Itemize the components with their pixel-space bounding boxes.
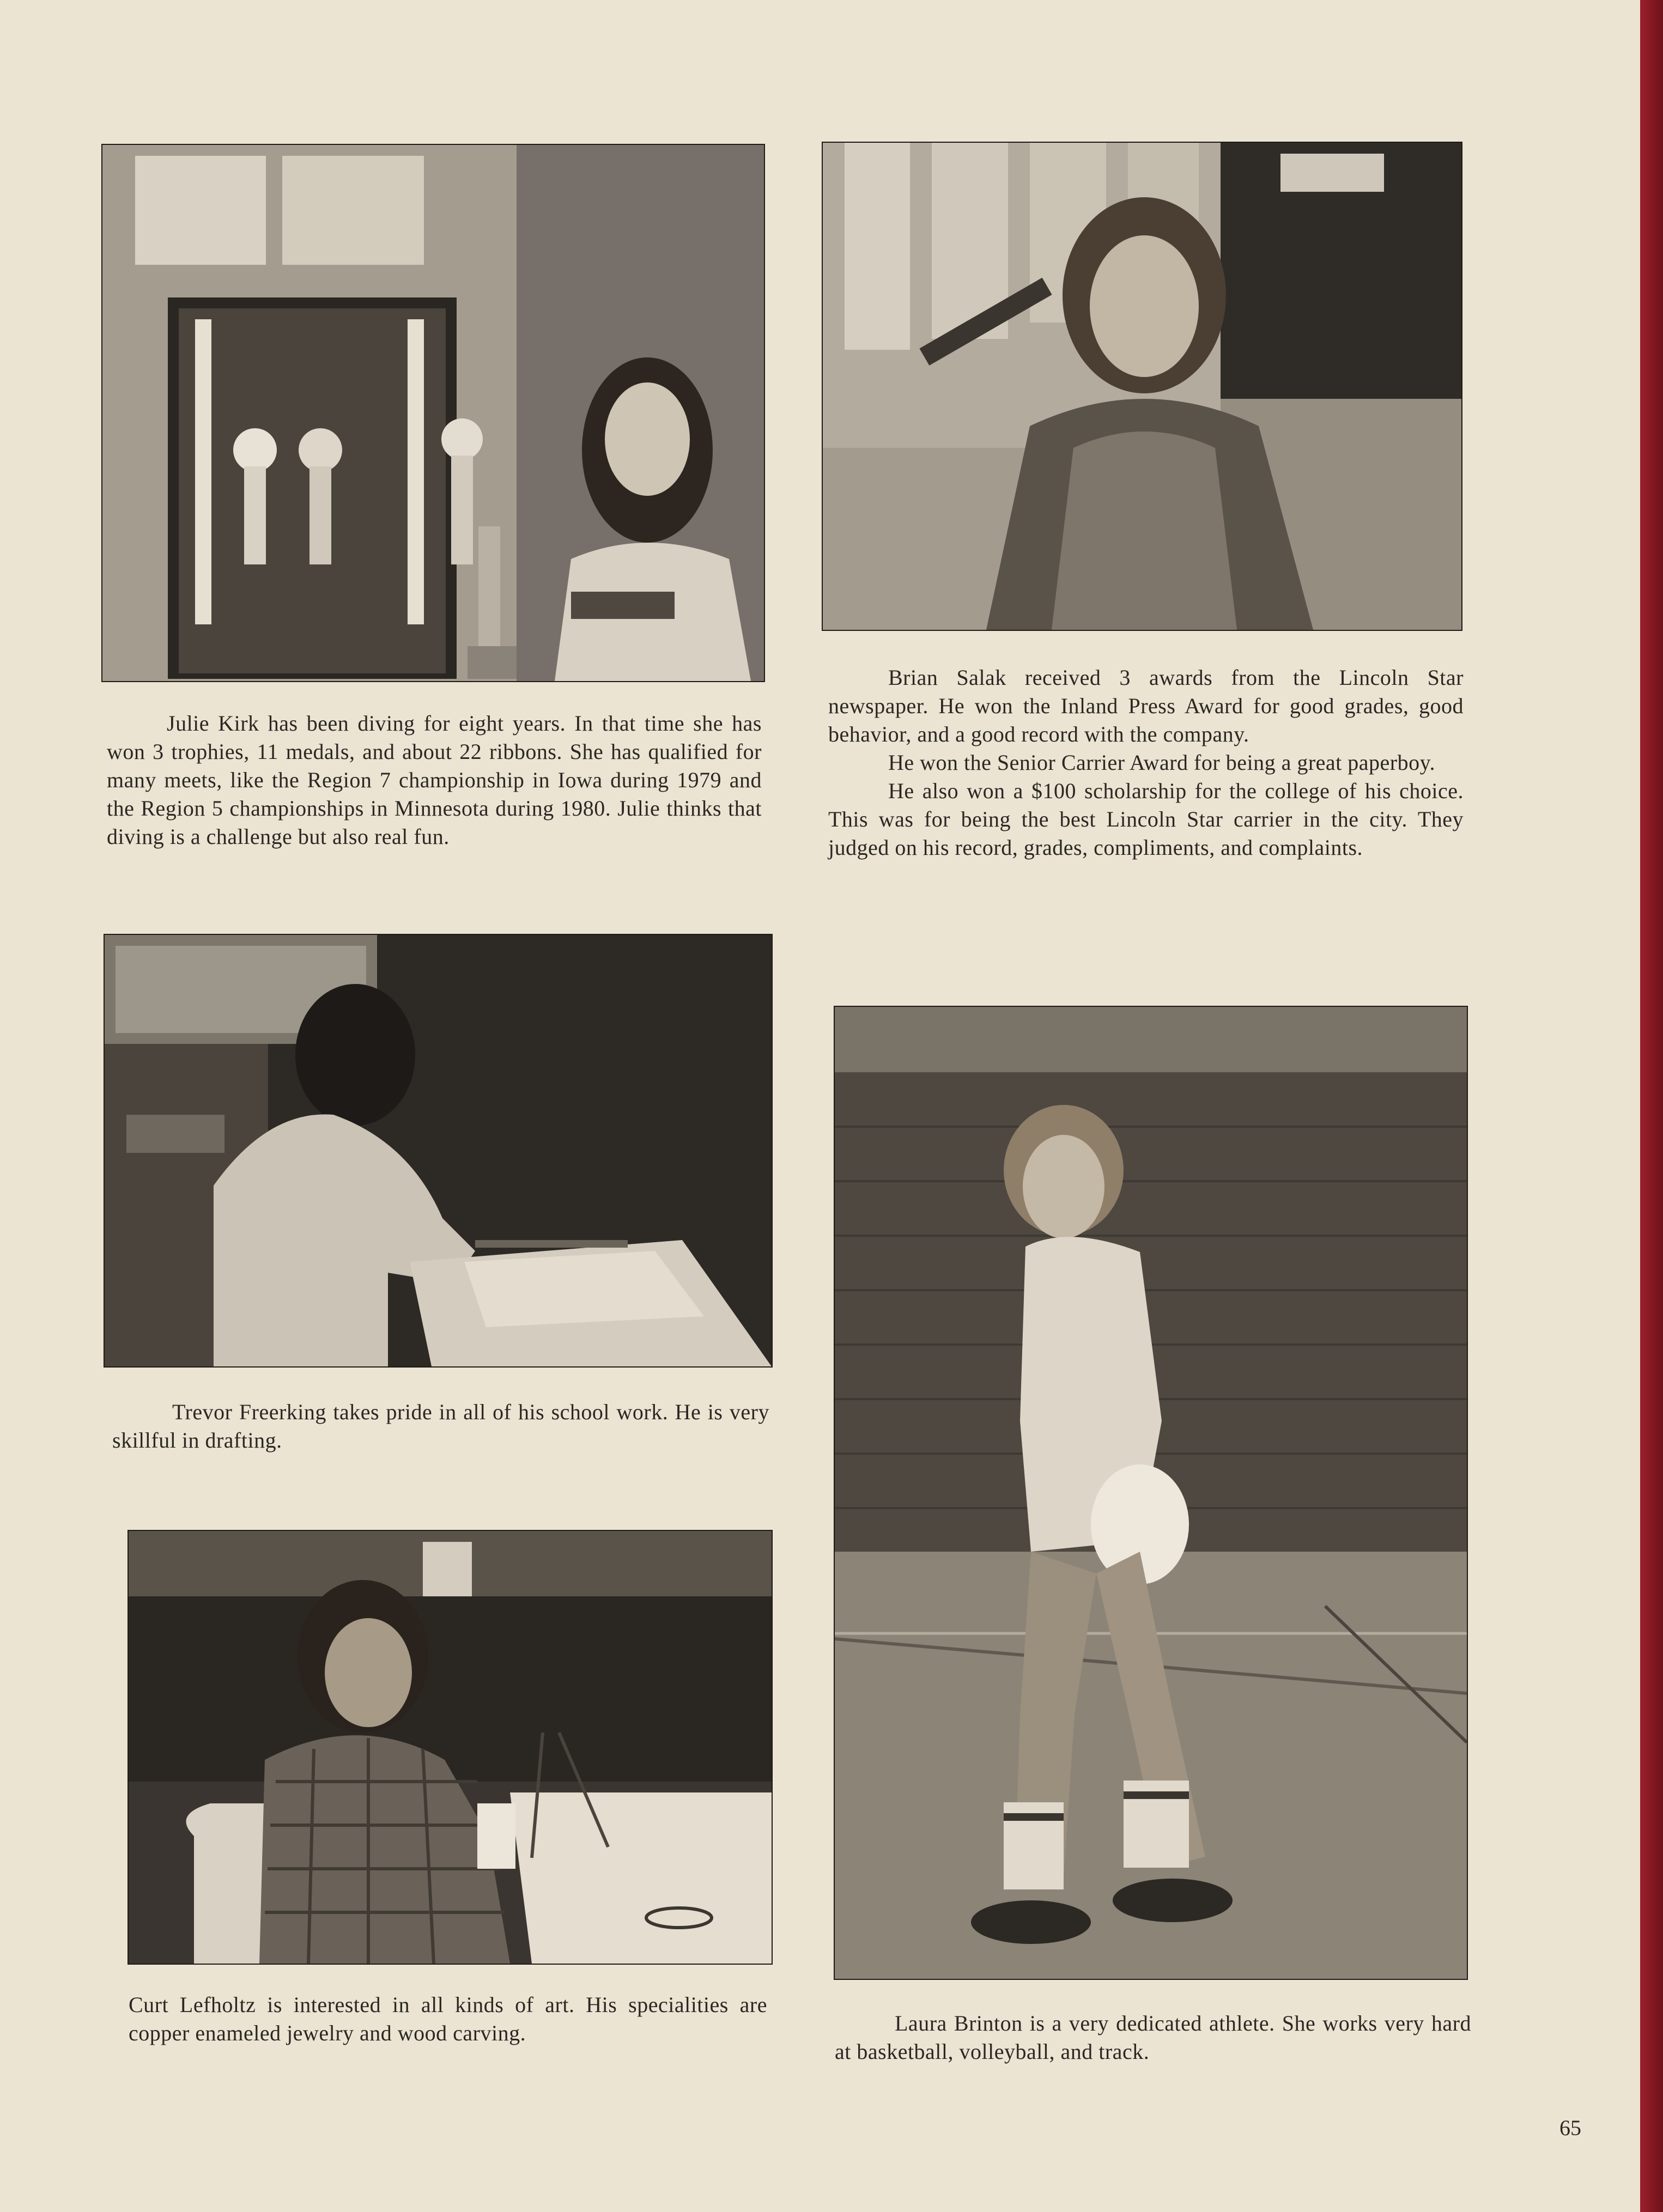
photo-laura-brinton-image <box>835 1007 1467 1979</box>
photo-brian-salak <box>822 142 1462 631</box>
photo-trevor-freerking <box>104 934 773 1368</box>
caption-trevor-freerking: Trevor Freerking takes pride in all of his school work. He is very skillful in drafting. <box>112 1400 769 1453</box>
photo-julie-kirk <box>101 144 765 682</box>
caption-curt-lefholtz: Curt Lefholtz is interested in all kinds of art. His specialities are copper enameled jewelry and wood carving. <box>129 1992 767 2045</box>
caption-brian-paragraph-1: Brian Salak received 3 awards from the Lincoln Star newspaper. He won the Inland Press Award for good grades, good behavior, and a good record with the company. <box>828 665 1464 746</box>
caption-brian-paragraph-3: He also won a $100 scholarship for the college of his choice. This was for being the best Lincoln Star carrier in the city. They judged on his record, grades, compliments, and complaints. <box>828 779 1464 860</box>
photo-julie-kirk-image <box>102 145 764 681</box>
caption-laura-brinton: Laura Brinton is a very dedicated athlete. She works very hard at basketball, volleyball, and track. <box>835 2011 1471 2064</box>
photo-laura-brinton <box>834 1006 1468 1980</box>
photo-brian-salak-image <box>823 143 1461 630</box>
caption-julie-kirk: Julie Kirk has been diving for eight years. In that time she has won 3 trophies, 11 medals, and about 22 ribbons. She has qualified for many meets, like the Region 7 championship in Iowa during 1979 and the Region 5 championships in Minnesota during 1980. Julie thinks that diving is a challenge but also real fun. <box>107 711 762 849</box>
caption-brian-paragraph-2: He won the Senior Carrier Award for being a great paperboy. <box>888 750 1435 775</box>
page-number: 65 <box>1559 2116 1581 2140</box>
photo-trevor-freerking-image <box>105 935 772 1366</box>
photo-curt-lefholtz-image <box>129 1531 772 1964</box>
caption-brian-salak <box>828 664 1464 862</box>
page-edge-binding <box>1640 0 1663 2212</box>
photo-curt-lefholtz <box>128 1530 773 1965</box>
